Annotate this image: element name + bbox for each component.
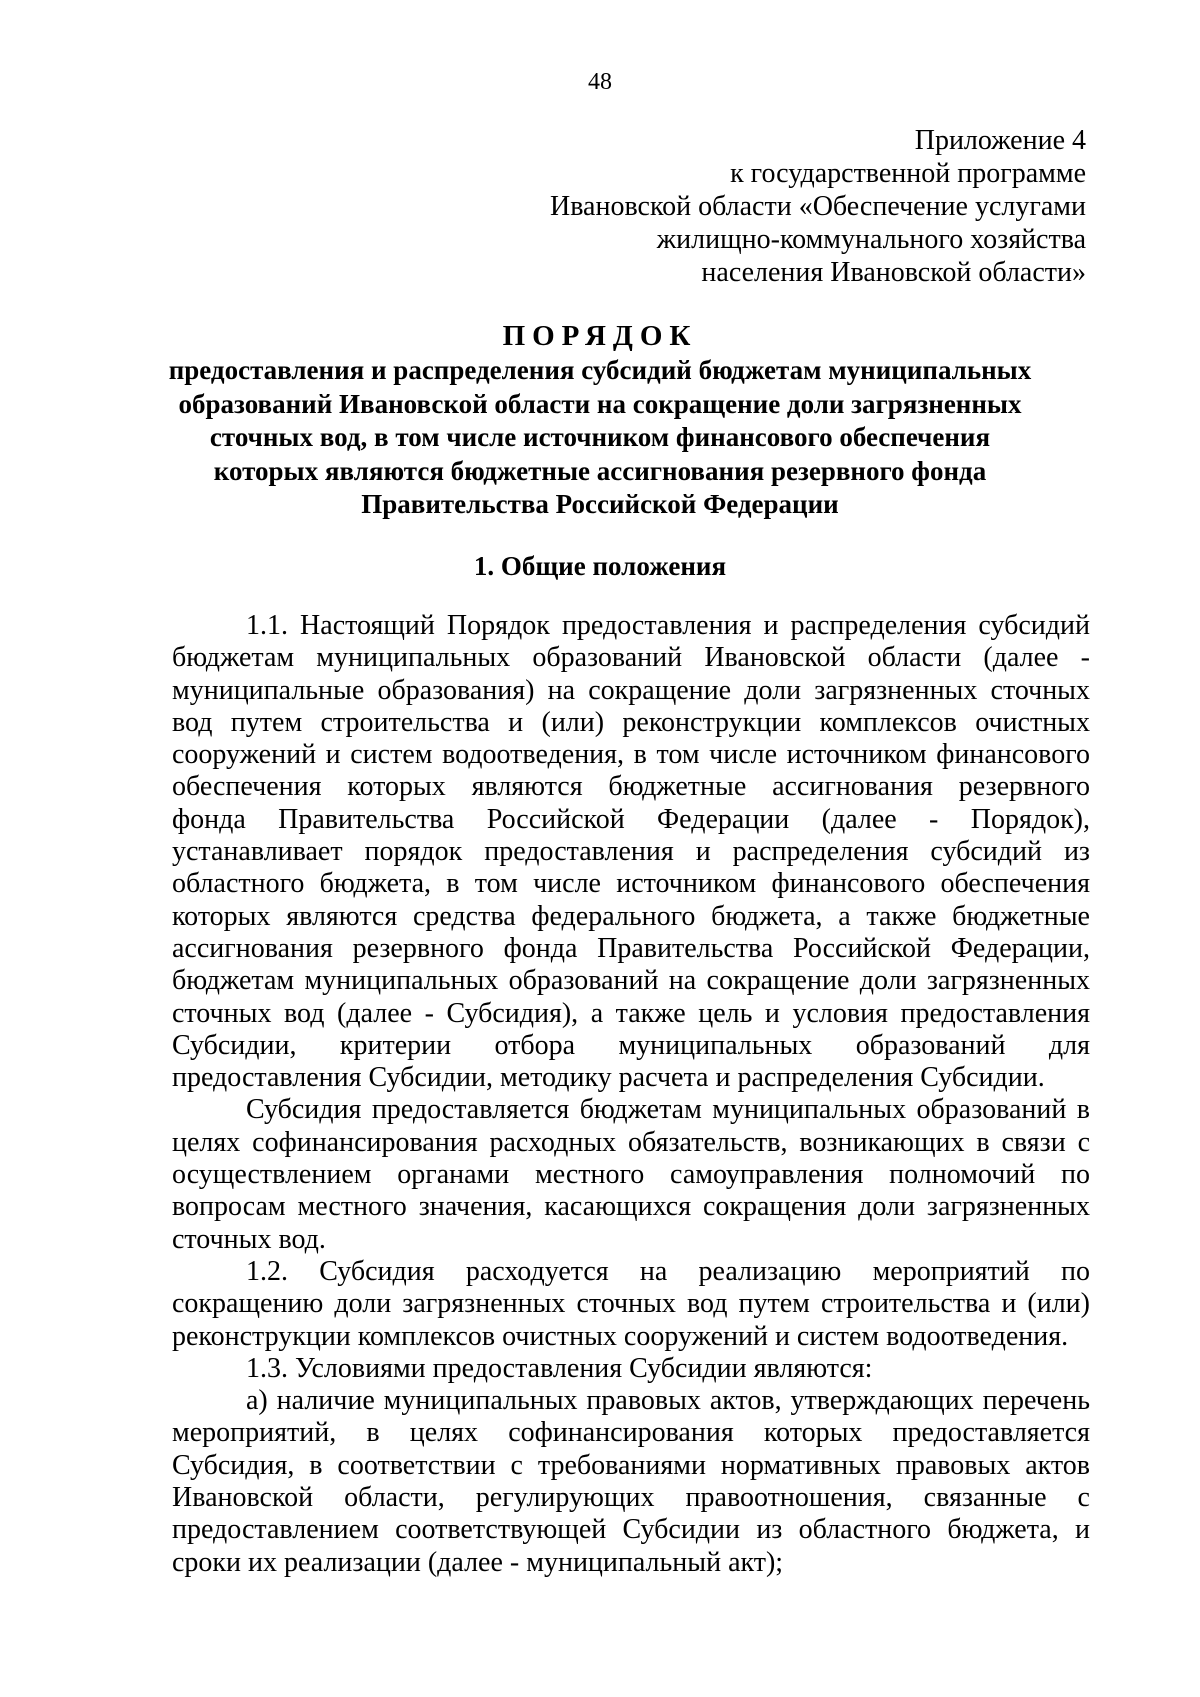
body-line: вопросам местного значения, касающихся сокращения доли загрязненных xyxy=(172,1191,1090,1223)
appendix-line: Приложение 4 xyxy=(914,125,1086,156)
body-line: реконструкции комплексов очистных сооружений и систем водоотведения. xyxy=(172,1320,1069,1352)
body-line: Субсидия, в соответствии с требованиями нормативных правовых актов xyxy=(172,1449,1090,1481)
body-line: Субсидии, критерии отбора муниципальных образований для xyxy=(172,1029,1090,1061)
body-line: 1.2. Субсидия расходуется на реализацию мероприятий по xyxy=(246,1255,1090,1287)
body-line: мероприятий, в целях софинансирования которых предоставляется xyxy=(172,1417,1090,1449)
subtitle-line: образований Ивановской области на сокращение доли загрязненных xyxy=(178,388,1022,419)
body-line: обеспечения которых являются бюджетные ассигнования резервного xyxy=(172,771,1090,803)
body-line: вод путем строительства и (или) реконструкции комплексов очистных xyxy=(172,706,1090,738)
body-line: предоставлением соответствующей Субсидии из областного бюджета, и xyxy=(172,1514,1090,1546)
body-line: устанавливает порядок предоставления и распределения субсидий из xyxy=(172,836,1090,868)
subtitle-line: предоставления и распределения субсидий бюджетам муниципальных xyxy=(168,355,1032,385)
subtitle-line: которых являются бюджетные ассигнования резервного фонда xyxy=(213,455,987,486)
document-title: ПОРЯДОК xyxy=(502,320,698,352)
body-line: целях софинансирования расходных обязательств, возникающих в связи с xyxy=(172,1126,1090,1158)
body-line: ассигнования резервного фонда Правительства Российской Федерации, xyxy=(172,932,1090,964)
body-line: 1.1. Настоящий Порядок предоставления и распределения субсидий xyxy=(246,610,1090,641)
body-line: сроки их реализации (далее - муниципальный акт); xyxy=(172,1546,784,1578)
subtitle-line: Правительства Российской Федерации xyxy=(361,489,839,519)
body-line: муниципальные образования) на сокращение доли загрязненных сточных xyxy=(172,674,1090,706)
body-line: сточных вод. xyxy=(172,1223,326,1255)
body-line: 1.3. Условиями предоставления Субсидии являются: xyxy=(246,1352,873,1384)
document-subtitle xyxy=(150,354,1050,522)
appendix-line: Ивановской области «Обеспечение услугами xyxy=(549,191,1086,222)
body-line: сточных вод (далее - Субсидия), а также цель и условия предоставления xyxy=(172,997,1090,1029)
body-line: осуществлением органами местного самоуправления полномочий по xyxy=(172,1159,1090,1191)
body-line: которых являются средства федерального бюджета, а также бюджетные xyxy=(172,900,1090,932)
title-block xyxy=(150,318,1050,522)
body-line: бюджетам муниципальных образований на сокращение доли загрязненных xyxy=(172,965,1090,997)
section-heading: 1. Общие положения xyxy=(473,551,727,581)
body-line: бюджетам муниципальных образований Ивановской области (далее - xyxy=(172,642,1090,674)
body-text xyxy=(172,610,1090,1579)
body-line: предоставления Субсидии, методику расчета и распределения Субсидии. xyxy=(172,1062,1045,1094)
body-line: а) наличие муниципальных правовых актов, утверждающих перечень xyxy=(246,1385,1090,1417)
subtitle-line: сточных вод, в том числе источником финансового обеспечения xyxy=(209,422,991,452)
body-line: сокращению доли загрязненных сточных вод путем строительства и (или) xyxy=(172,1288,1090,1320)
body-line: Субсидия предоставляется бюджетам муниципальных образований в xyxy=(246,1094,1090,1126)
appendix-note xyxy=(386,124,1086,289)
body-line: сооружений и систем водоотведения, в том числе источником финансового xyxy=(172,739,1090,771)
body-line: фонда Правительства Российской Федерации (далее - Порядок), xyxy=(172,803,1090,835)
body-line: областного бюджета, в том числе источником финансового обеспечения xyxy=(172,868,1090,900)
appendix-line: к государственной программе xyxy=(730,158,1086,189)
appendix-line: населения Ивановской области» xyxy=(701,257,1086,288)
page-number: 48 xyxy=(588,69,612,95)
body-line: Ивановской области, регулирующих правоотношения, связанные с xyxy=(172,1482,1090,1514)
appendix-line: жилищно-коммунального хозяйства xyxy=(656,224,1086,255)
